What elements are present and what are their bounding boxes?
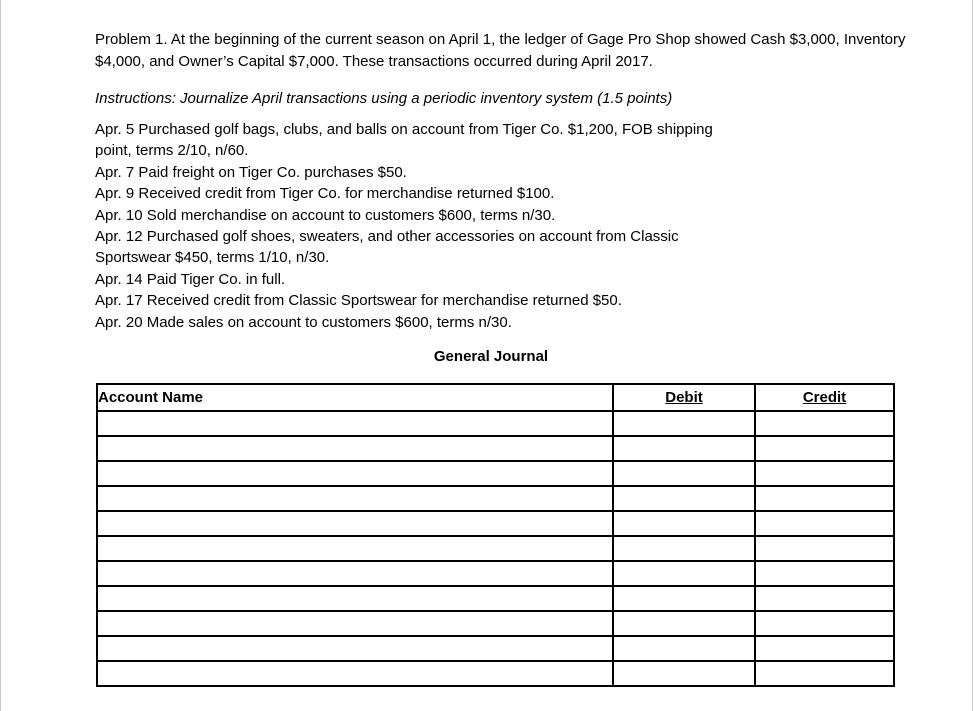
credit-cell[interactable] xyxy=(755,561,894,586)
credit-cell[interactable] xyxy=(755,436,894,461)
debit-cell[interactable] xyxy=(613,486,755,511)
debit-cell[interactable] xyxy=(613,411,755,436)
credit-cell[interactable] xyxy=(755,536,894,561)
account-cell[interactable] xyxy=(97,461,613,486)
credit-cell[interactable] xyxy=(755,586,894,611)
account-cell[interactable] xyxy=(97,636,613,661)
account-cell[interactable] xyxy=(97,436,613,461)
debit-cell[interactable] xyxy=(613,461,755,486)
table-row xyxy=(97,411,894,436)
account-cell[interactable] xyxy=(97,561,613,586)
credit-cell[interactable] xyxy=(755,611,894,636)
credit-cell[interactable] xyxy=(755,486,894,511)
debit-cell[interactable] xyxy=(613,586,755,611)
transaction-item: Apr. 7 Paid freight on Tiger Co. purchases $50. xyxy=(95,163,407,181)
debit-header: Debit xyxy=(613,384,755,411)
account-cell[interactable] xyxy=(97,511,613,536)
general-journal-table xyxy=(96,383,895,687)
debit-cell[interactable] xyxy=(613,536,755,561)
transaction-item: Apr. 9 Received credit from Tiger Co. for merchandise returned $100. xyxy=(95,185,555,203)
transaction-item: Apr. 20 Made sales on account to customers $600, terms n/30. xyxy=(95,313,512,331)
table-row xyxy=(97,511,894,536)
credit-cell[interactable] xyxy=(755,511,894,536)
credit-cell[interactable] xyxy=(755,661,894,686)
account-cell[interactable] xyxy=(97,536,613,561)
transaction-item: Apr. 14 Paid Tiger Co. in full. xyxy=(95,270,286,288)
account-cell[interactable] xyxy=(97,586,613,611)
debit-cell[interactable] xyxy=(613,636,755,661)
transaction-list xyxy=(95,119,735,333)
transaction-item: Apr. 12 Purchased golf shoes, sweaters, and other accessories on account from Classic Sportswear $450, terms 1/10, n/30. xyxy=(95,228,679,267)
transaction-item: Apr. 10 Sold merchandise on account to customers $600, terms n/30. xyxy=(95,206,556,224)
table-row xyxy=(97,611,894,636)
credit-cell[interactable] xyxy=(755,461,894,486)
account-cell[interactable] xyxy=(97,661,613,686)
debit-cell[interactable] xyxy=(613,511,755,536)
account-cell[interactable] xyxy=(97,411,613,436)
debit-cell[interactable] xyxy=(613,661,755,686)
account-name-header: Account Name xyxy=(97,384,613,411)
table-row xyxy=(97,636,894,661)
table-row xyxy=(97,486,894,511)
transaction-item: Apr. 5 Purchased golf bags, clubs, and balls on account from Tiger Co. $1,200, FOB shipping point, terms 2/10, n/60. xyxy=(95,121,713,160)
table-row xyxy=(97,461,894,486)
debit-cell[interactable] xyxy=(613,611,755,636)
table-row xyxy=(97,536,894,561)
debit-cell[interactable] xyxy=(613,436,755,461)
credit-cell[interactable] xyxy=(755,411,894,436)
credit-cell[interactable] xyxy=(755,636,894,661)
debit-cell[interactable] xyxy=(613,561,755,586)
problem-instructions: Instructions: Journalize April transactions using a periodic inventory system (1.5 points) xyxy=(95,90,673,107)
credit-header: Credit xyxy=(755,384,894,411)
table-row xyxy=(97,661,894,686)
table-row xyxy=(97,436,894,461)
journal-title: General Journal xyxy=(433,348,549,365)
table-row xyxy=(97,586,894,611)
transaction-item: Apr. 17 Received credit from Classic Sportswear for merchandise returned $50. xyxy=(95,292,622,310)
journal-header-row xyxy=(97,384,894,411)
problem-intro: Problem 1. At the beginning of the current season on April 1, the ledger of Gage Pro Shop showed Cash $3,000, Inventory $4,000, and Owner’s Capital $7,000. These transactions occurred during April 2017. xyxy=(95,31,906,70)
account-cell[interactable] xyxy=(97,486,613,511)
account-cell[interactable] xyxy=(97,611,613,636)
table-row xyxy=(97,561,894,586)
